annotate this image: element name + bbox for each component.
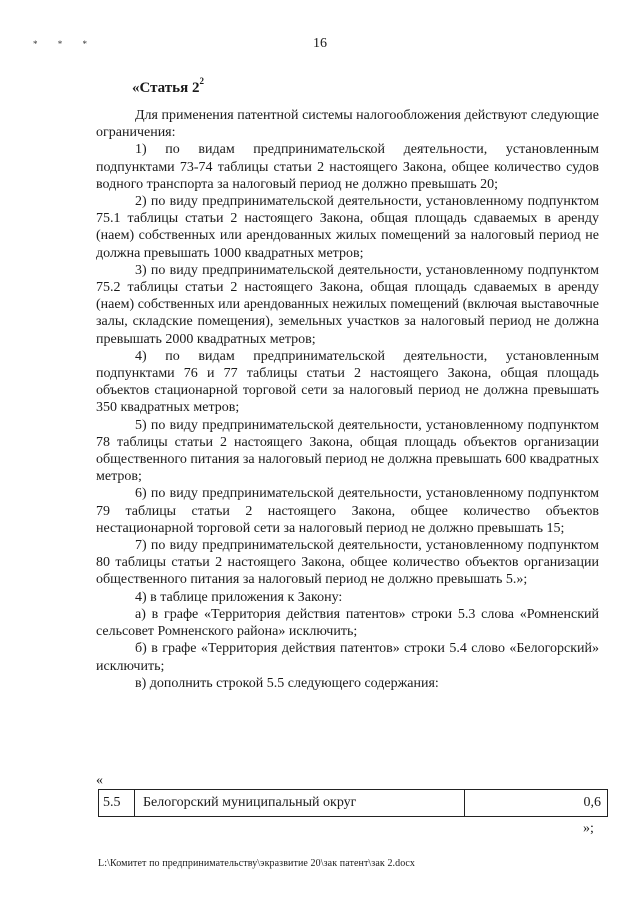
page-number: 16 [313, 36, 327, 51]
paragraph-item-5: 5) по виду предпринимательской деятельности, установленному подпунктом 78 таблицы статьи 2 настоящего Закона, общая площадь объектов организации общественного питания за налоговый период не должна превышать 600 квадратных метров; [96, 417, 600, 485]
article-body [96, 107, 599, 692]
table-cell-coefficient: 0,6 [583, 795, 601, 810]
article-heading [132, 78, 204, 97]
paragraph-item-7: 7) по виду предпринимательской деятельности, установленному подпунктом 80 таблицы статьи 2 настоящего Закона, общее количество объектов организации общественного питания за налоговый период не должно превышать 5.»; [96, 538, 599, 588]
table-cell-row-number: 5.5 [99, 790, 135, 816]
table-close-quote: »; [583, 821, 594, 836]
table-cell-territory: Белогорский муниципальный округ [135, 790, 465, 816]
footer-file-path: L:\Комитет по предпринимательству\экразвитие 20\зак патент\зак 2.docx [98, 858, 415, 869]
paragraph-item-2: 2) по виду предпринимательской деятельности, установленному подпунктом 75.1 таблицы статьи 2 настоящего Закона, общая площадь сдаваемых в аренду (наем) собственных или арендованных жилых помещений за налоговый период не должна превышать 1000 квадратных метров; [96, 194, 599, 261]
paragraph-item-6: 6) по виду предпринимательской деятельности, установленному подпунктом 79 таблицы статьи 2 настоящего Закона, общее количество объектов нестационарной торговой сети за налоговый период не должно превышать 15; [96, 486, 599, 536]
patent-territory-table [98, 789, 608, 817]
table-open-quote: « [96, 773, 103, 788]
scan-specks: * * * [33, 39, 96, 49]
paragraph-intro: Для применения патентной системы налогообложения действуют следующие ограничения: [96, 108, 599, 141]
paragraph-item-1: 1) по видам предпринимательской деятельности, установленным подпунктами 73-74 таблицы статьи 2 настоящего Закона, общее количество судов водного транспорта за налоговый период не должно превышать 20; [96, 142, 599, 192]
paragraph-amendment-a: а) в графе «Территория действия патентов» строки 5.3 слова «Ромненский сельсовет Ромненского района» исключить; [96, 606, 599, 640]
paragraph-amendment-4: 4) в таблице приложения к Закону: [135, 589, 343, 605]
article-heading-superscript: 2 [199, 76, 204, 86]
article-heading-text: «Статья 2 [132, 80, 200, 96]
paragraph-item-4: 4) по видам предпринимательской деятельности, установленным подпунктами 76 и 77 таблицы статьи 2 настоящего Закона, общая площадь объектов стационарной торговой сети за налоговый период не должна превышать 350 квадратных метров; [96, 348, 599, 416]
paragraph-amendment-v: в) дополнить строкой 5.5 следующего содержания: [135, 675, 439, 691]
paragraph-amendment-b: б) в графе «Территория действия патентов» строки 5.4 слово «Белогорский» исключить; [96, 641, 599, 674]
paragraph-item-3: 3) по виду предпринимательской деятельности, установленному подпунктом 75.2 таблицы статьи 2 настоящего Закона, общая площадь сдаваемых в аренду (наем) собственных или арендованных нежилых помещений (включая выставочные залы, складские помещения), земельных участков за налоговый период не должна превышать 2000 квадратных метров; [96, 262, 599, 347]
